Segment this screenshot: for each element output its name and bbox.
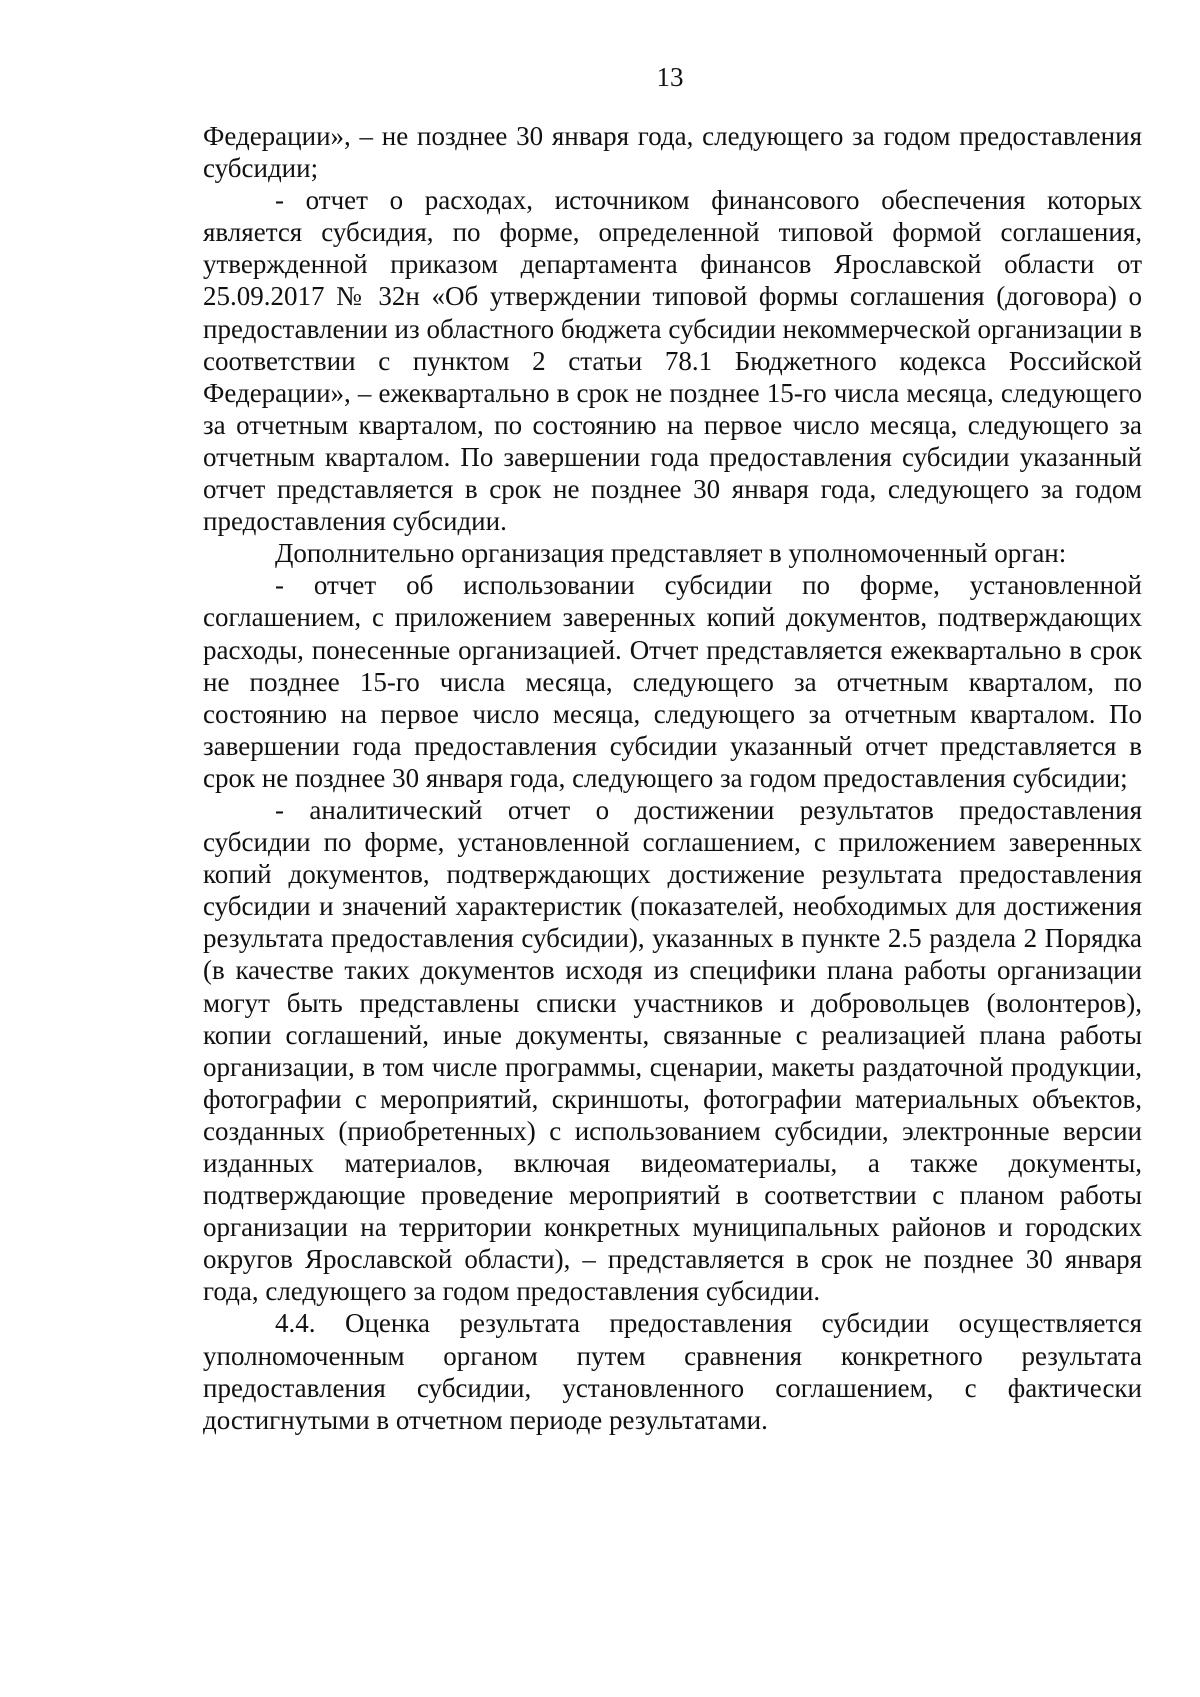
document-body bbox=[203, 120, 1142, 1436]
paragraph-analytical-report: - аналитический отчет о достижении результатов предоставления субсидии по форме, установленной соглашением, с приложением заверенных копий документов, подтверждающих достижение результата предоставления субсидии и значений характеристик (показателей, необходимых для достижения результата предоставления субсидии), указанных в пункте 2.5 раздела 2 Порядка (в качестве таких документов исходя из специфики плана работы организации могут быть представлены списки участников и добровольцев (волонтеров), копии соглашений, иные документы, связанные с реализацией плана работы организации, в том числе программы, сценарии, макеты раздаточной продукции, фотографии с мероприятий, скриншоты, фотографии материальных объектов, созданных (приобретенных) с использованием субсидии, электронные версии изданных материалов, включая видеоматериалы, а также документы, подтверждающие проведение мероприятий в соответствии с планом работы организации на территории конкретных муниципальных районов и городских округов Ярославской области), – представляется в срок не позднее 30 января года, следующего за годом предоставления субсидии. bbox=[203, 794, 1142, 1307]
paragraph-expense-report: - отчет о расходах, источником финансового обеспечения которых является субсидия, по форме, определенной типовой формой соглашения, утвержденной приказом департамента финансов Ярославской области от 25.09.2017 № 32н «Об утверждении типовой формы соглашения (договора) о предоставлении из областного бюджета субсидии некоммерческой организации в соответствии с пунктом 2 статьи 78.1 Бюджетного кодекса Российской Федерации», – ежеквартально в срок не позднее 15-го числа месяца, следующего за отчетным кварталом, по состоянию на первое число месяца, следующего за отчетным кварталом. По завершении года предоставления субсидии указанный отчет представляется в срок не позднее 30 января года, следующего за годом предоставления субсидии. bbox=[203, 185, 1142, 537]
paragraph-additional-reports-intro: Дополнительно организация представляет в уполномоченный орган: bbox=[275, 538, 1067, 569]
paragraph-section-4-4: 4.4. Оценка результата предоставления субсидии осуществляется уполномоченным органом путем сравнения конкретного результата предоставления субсидии, установленного соглашением, с фактически достигнутыми в отчетном периоде результатами. bbox=[203, 1308, 1142, 1435]
paragraph-continuation: Федерации», – не позднее 30 января года, следующего за годом предоставления субсидии; bbox=[203, 121, 1142, 184]
page-number: 13 bbox=[656, 62, 684, 92]
paragraph-usage-report: - отчет об использовании субсидии по форме, установленной соглашением, с приложением заверенных копий документов, подтверждающих расходы, понесенные организацией. Отчет представляется ежеквартально в срок не позднее 15-го числа месяца, следующего за отчетным кварталом, по состоянию на первое число месяца, следующего за отчетным кварталом. По завершении года предоставления субсидии указанный отчет представляется в срок не позднее 30 января года, следующего за годом предоставления субсидии; bbox=[203, 570, 1142, 793]
